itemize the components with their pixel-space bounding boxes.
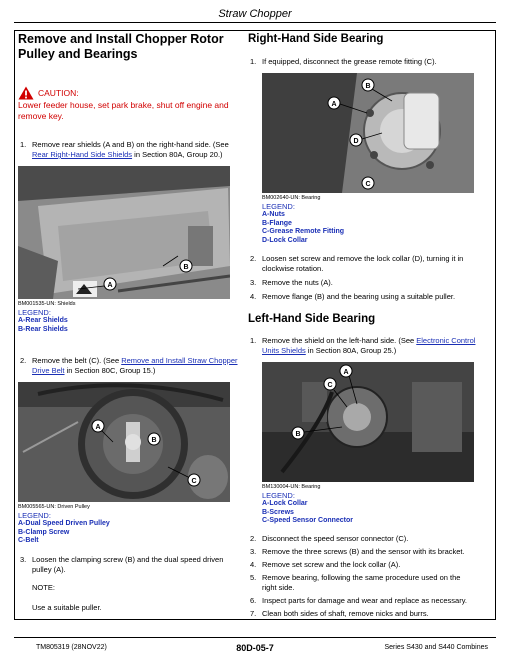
step-number: 6.	[250, 595, 257, 605]
note-text: Use a suitable puller.	[32, 602, 102, 612]
lh-step	[248, 609, 476, 619]
left-column	[18, 32, 242, 613]
rh-bearing-illustration	[262, 73, 474, 193]
callout-a: A	[331, 101, 337, 108]
step-number: 1.	[20, 140, 27, 149]
step-1	[18, 140, 242, 160]
step-text-part: Remove the belt (C). (See	[32, 356, 122, 365]
legend-item: B-Rear Shields	[18, 325, 68, 333]
step-number: 3.	[20, 554, 27, 564]
callout-a: A	[95, 424, 101, 431]
figure-shields	[18, 166, 230, 299]
step-text-part: in Section 80A, Group 25.)	[305, 346, 397, 355]
callout-b: B	[151, 437, 157, 444]
callout-b: B	[295, 431, 301, 438]
lh-step	[248, 547, 476, 557]
callout-a: A	[343, 369, 349, 376]
link-rear-shields[interactable]: Rear Right-Hand Side Shields	[32, 150, 133, 159]
step-text: Remove the three screws (B) and the sensor with its bracket.	[262, 546, 465, 556]
lh-bearing-illustration	[262, 362, 474, 482]
rh-step	[248, 254, 476, 274]
legend-item: A-Dual Speed Driven Pulley	[18, 520, 110, 527]
warning-icon	[18, 86, 34, 100]
note-label: NOTE:	[32, 582, 55, 592]
step-number: 7.	[250, 608, 257, 618]
section-title: Remove and Install Chopper Rotor Pulley and Bearings	[18, 32, 224, 61]
step-text: Remove the nuts (A).	[262, 278, 333, 287]
header-title: Straw Chopper	[218, 8, 292, 20]
step-text	[262, 336, 476, 356]
legend-item: B-Clamp Screw	[18, 528, 70, 536]
legend-item: C-Speed Sensor Connector	[262, 517, 354, 524]
rh-step-1	[248, 57, 476, 67]
figure-caption: BM002640-UN: Bearing	[262, 195, 321, 201]
legend-item: B-Screws	[262, 508, 294, 516]
legend-item: A-Nuts	[262, 211, 285, 218]
callout-c: C	[327, 382, 333, 389]
step-text: If equipped, disconnect the grease remote fitting (C).	[262, 57, 437, 66]
legend-title: LEGEND:	[18, 308, 51, 317]
legend-title: LEGEND:	[262, 491, 295, 500]
subsection-title-right: Right-Hand Side Bearing	[248, 33, 384, 45]
callout-d: D	[353, 138, 359, 145]
step-text: Remove bearing, following the same procedure used on the right side.	[262, 572, 461, 592]
footer-series: Series S430 and S440 Combines	[384, 644, 488, 651]
step-text: Remove set screw and the lock collar (A).	[262, 559, 401, 569]
callout-b: B	[183, 264, 189, 271]
step-number: 2.	[20, 356, 27, 365]
step-text	[32, 140, 242, 160]
step-text: Loosen set screw and remove the lock collar (D), turning it in clockwise rotation.	[262, 254, 464, 273]
step-number: 2.	[250, 254, 257, 263]
header-rule	[14, 22, 496, 23]
figure-lh-bearing	[262, 362, 474, 482]
figure-rh-bearing	[262, 73, 474, 193]
step-number: 1.	[250, 57, 257, 66]
lh-step	[248, 534, 476, 544]
caution-block	[18, 86, 242, 122]
step-text: Clean both sides of shaft, remove nicks and burrs.	[262, 608, 429, 618]
legend-item: B-Flange	[262, 219, 292, 227]
step-text-part: Remove rear shields (A and B) on the right-hand side. (See	[32, 140, 229, 149]
callout-c: C	[365, 181, 371, 188]
link-ecu-shields[interactable]: Electronic Control Units Shields	[262, 336, 476, 355]
step-text: Remove flange (B) and the bearing using a suitable puller.	[262, 292, 456, 301]
rh-step	[248, 278, 476, 288]
right-column	[248, 32, 476, 619]
legend-item: A-Lock Collar	[262, 500, 308, 507]
step-text-part: Remove the shield on the left-hand side. (See	[262, 336, 417, 345]
step-text	[32, 356, 242, 376]
step-number: 2.	[250, 533, 257, 543]
step-3	[18, 555, 242, 575]
figure-caption: BM005565-UN: Driven Pulley	[18, 504, 90, 510]
caution-text: Lower feeder house, set park brake, shut off engine and remove key.	[18, 100, 229, 121]
lh-step	[248, 573, 476, 593]
step-number: 4.	[250, 559, 257, 569]
lh-step	[248, 596, 476, 606]
figure-driven-pulley	[18, 382, 230, 502]
step-text-part: in Section 80A, Group 20.)	[132, 150, 223, 159]
footer-doc-id: TM805319 (28NOV22)	[36, 644, 107, 651]
lh-step-1	[248, 336, 476, 356]
lh-steps	[248, 534, 476, 619]
legend-item: A-Rear Shields	[18, 317, 68, 324]
step-text: Loosen the clamping screw (B) and the dual speed driven pulley (A).	[32, 554, 224, 574]
legend-title: LEGEND:	[18, 511, 51, 520]
footer-page-number: 80D-05-7	[236, 643, 274, 653]
step-number: 4.	[250, 292, 257, 301]
lh-legend	[248, 484, 476, 526]
rh-legend	[248, 195, 476, 245]
driven-pulley-illustration	[18, 382, 230, 502]
legend-title: LEGEND:	[262, 202, 295, 211]
rh-steps	[248, 254, 476, 302]
step-text-part: in Section 80C, Group 15.)	[64, 366, 156, 375]
rh-step	[248, 292, 476, 302]
footer-rule	[14, 637, 496, 638]
callout-b: B	[365, 83, 371, 90]
legend-item: D-Lock Collar	[262, 236, 308, 244]
lh-step	[248, 560, 476, 570]
figure-caption: BM130004-UN: Bearing	[262, 484, 321, 490]
caution-label: CAUTION:	[38, 87, 79, 98]
step-number: 3.	[250, 278, 257, 287]
subsection-title-left: Left-Hand Side Bearing	[248, 313, 376, 325]
legend-item: C-Grease Remote Fitting	[262, 228, 345, 235]
step-number: 1.	[250, 336, 257, 345]
callout-a: A	[107, 282, 113, 289]
link-drive-belt[interactable]: Remove and Install Straw Chopper Drive Belt	[32, 356, 238, 375]
step-number: 3.	[250, 546, 257, 556]
step-number: 5.	[250, 572, 257, 582]
callout-c: C	[191, 478, 197, 485]
shields-illustration	[18, 166, 230, 299]
figure-caption: BM001535-UN: Shields	[18, 301, 76, 307]
step-text: Inspect parts for damage and wear and replace as necessary.	[262, 595, 467, 605]
step-text: Disconnect the speed sensor connector (C).	[262, 533, 409, 543]
step-2	[18, 356, 242, 376]
legend-item: C-Belt	[18, 537, 39, 544]
